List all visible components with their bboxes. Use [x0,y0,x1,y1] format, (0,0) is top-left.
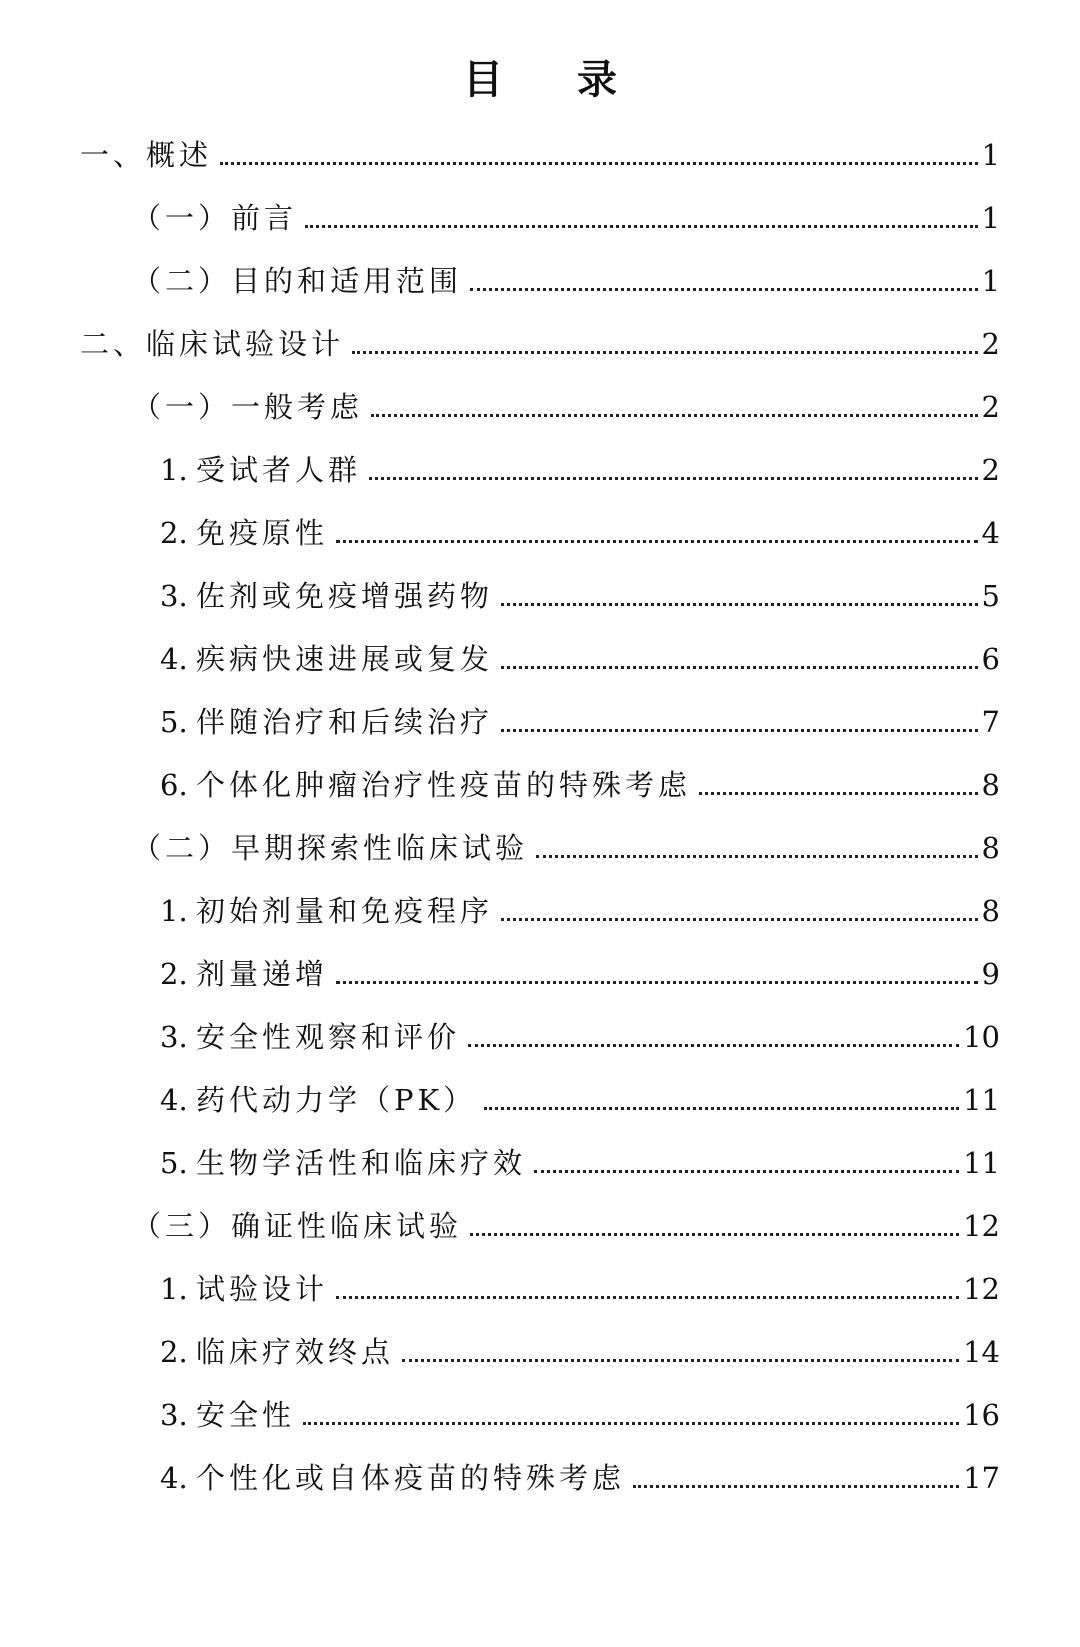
toc-entry-label [160,639,493,679]
dot-leader [371,414,978,417]
toc-entry-page: 9 [981,957,1000,991]
toc-entry[interactable] [80,314,1000,364]
toc-entry-label [160,1332,394,1372]
toc-entry-number: 1. [160,453,188,487]
toc-entry-text: 临床疗效终点 [196,1335,395,1369]
dot-leader [470,288,978,291]
toc-entry-page: 11 [963,1083,1000,1117]
toc-entry-number: 4. [160,1083,188,1117]
toc-entry-label [160,765,691,805]
toc-entry-text: 安全性 [196,1398,296,1432]
toc-entry-page: 1 [981,201,1000,235]
toc-entry-page: 8 [981,831,1000,865]
toc-entry[interactable] [132,377,1000,427]
dot-leader [468,1044,959,1047]
toc-entry-label [160,702,493,742]
toc-entry-page: 12 [963,1209,1000,1243]
toc-entry-number: 2. [160,957,188,991]
toc-entry-number: 3. [160,1020,188,1054]
toc-entry[interactable] [160,1259,1000,1309]
toc-entry-page: 12 [963,1272,1000,1306]
dot-leader [220,162,978,165]
toc-entry-label [160,891,493,931]
toc-entry-text: 疾病快速进展或复发 [196,642,494,676]
toc-entry-label [160,1080,476,1120]
toc-entry-number: 1. [160,894,188,928]
dot-leader [369,477,978,480]
toc-entry-label [160,954,328,994]
toc-entry[interactable] [132,818,1000,868]
dot-leader [501,603,978,606]
toc-entry-label [160,1395,295,1435]
toc-entry-text: 生物学活性和临床疗效 [196,1146,527,1180]
toc-entry-number: 4. [160,1461,188,1495]
dot-leader [470,1233,959,1236]
toc-entry-number: 5. [160,705,188,739]
dot-leader [534,1170,959,1173]
toc-entry-label: （三）确证性临床试验 [132,1209,463,1243]
toc-entry-number: 2. [160,1335,188,1369]
dot-leader [336,540,978,543]
toc-entry-label [160,1458,625,1498]
toc-entry-text: 试验设计 [196,1272,329,1306]
dot-leader [501,918,978,921]
toc-entry-page: 4 [981,516,1000,550]
toc-entry-text: 个体化肿瘤治疗性疫苗的特殊考虑 [196,768,692,802]
toc-entry-page: 2 [981,453,1000,487]
dot-leader [336,981,978,984]
toc-entry-page: 8 [981,894,1000,928]
toc-entry-number: 3. [160,579,188,613]
toc-entry[interactable] [160,503,1000,553]
dot-leader [303,1422,959,1425]
toc-entry[interactable] [160,440,1000,490]
toc-entry-page: 11 [963,1146,1000,1180]
toc-entry[interactable] [160,629,1000,679]
toc-entry[interactable] [132,251,1000,301]
toc-entry-page: 7 [981,705,1000,739]
toc-entry-page: 8 [981,768,1000,802]
toc-entry-label [160,1017,460,1057]
dot-leader [699,792,978,795]
toc-entry-label [160,1143,526,1183]
dot-leader [501,729,978,732]
toc-entry-page: 6 [981,642,1000,676]
toc-entry-page: 10 [963,1020,1000,1054]
toc-entry-text: 剂量递增 [196,957,329,991]
toc-entry-page: 17 [963,1461,1000,1495]
toc-entry-label: （一）一般考虑 [132,390,364,424]
toc-entry-text: 初始剂量和免疫程序 [196,894,494,928]
dot-leader [536,855,978,858]
toc-entry-label: 一、概述 [80,138,213,172]
toc-entry-text: 个性化或自体疫苗的特殊考虑 [196,1461,626,1495]
toc-entry[interactable] [160,1322,1000,1372]
toc-entry[interactable] [132,1196,1000,1246]
dot-leader [484,1107,959,1110]
toc-entry[interactable] [160,1385,1000,1435]
toc-entry-label: （二）目的和适用范围 [132,264,463,298]
toc-entry-label: 二、临床试验设计 [80,327,345,361]
toc-entry-page: 1 [981,138,1000,172]
toc-entry-text: 安全性观察和评价 [196,1020,461,1054]
toc-entry-text: 佐剂或免疫增强药物 [196,579,494,613]
toc-entry-label: （一）前言 [132,201,298,235]
toc-entry-text: 伴随治疗和后续治疗 [196,705,494,739]
toc-entry[interactable] [160,566,1000,616]
toc-entry-label [160,1269,328,1309]
dot-leader [305,225,978,228]
toc-entry-number: 5. [160,1146,188,1180]
dot-leader [352,351,978,354]
toc-entry[interactable] [160,1133,1000,1183]
toc-entry[interactable] [160,1448,1000,1498]
toc-entry-number: 3. [160,1398,188,1432]
toc-entry-label [160,450,361,490]
toc-entry-number: 1. [160,1272,188,1306]
toc-entry[interactable] [160,1007,1000,1057]
toc-entry[interactable] [80,125,1000,175]
toc-entry-number: 4. [160,642,188,676]
toc-entry[interactable] [160,1070,1000,1120]
toc-entry-text: 受试者人群 [196,453,362,487]
toc-entry-label: （二）早期探索性临床试验 [132,831,529,865]
toc-entry-text: 免疫原性 [196,516,329,550]
toc-entry-page: 2 [981,390,1000,424]
toc-entry-page: 1 [981,264,1000,298]
toc-entry-label [160,576,493,616]
toc-entry-number: 6. [160,768,188,802]
toc-entry-page: 2 [981,327,1000,361]
dot-leader [402,1359,959,1362]
page-title: 目 录 [463,57,647,103]
toc-entry-page: 16 [963,1398,1000,1432]
dot-leader [501,666,978,669]
dot-leader [633,1485,959,1488]
toc-entry[interactable] [160,755,1000,805]
toc-entry-page: 5 [981,579,1000,613]
toc-entry-page: 14 [963,1335,1000,1369]
toc-entry-text: 药代动力学（PK） [196,1083,477,1117]
toc-entry-number: 2. [160,516,188,550]
toc-entry-label [160,513,328,553]
toc-entry[interactable] [160,944,1000,994]
dot-leader [336,1296,959,1299]
toc-entry[interactable] [132,188,1000,238]
toc-entry[interactable] [160,692,1000,742]
toc-entry[interactable] [160,881,1000,931]
